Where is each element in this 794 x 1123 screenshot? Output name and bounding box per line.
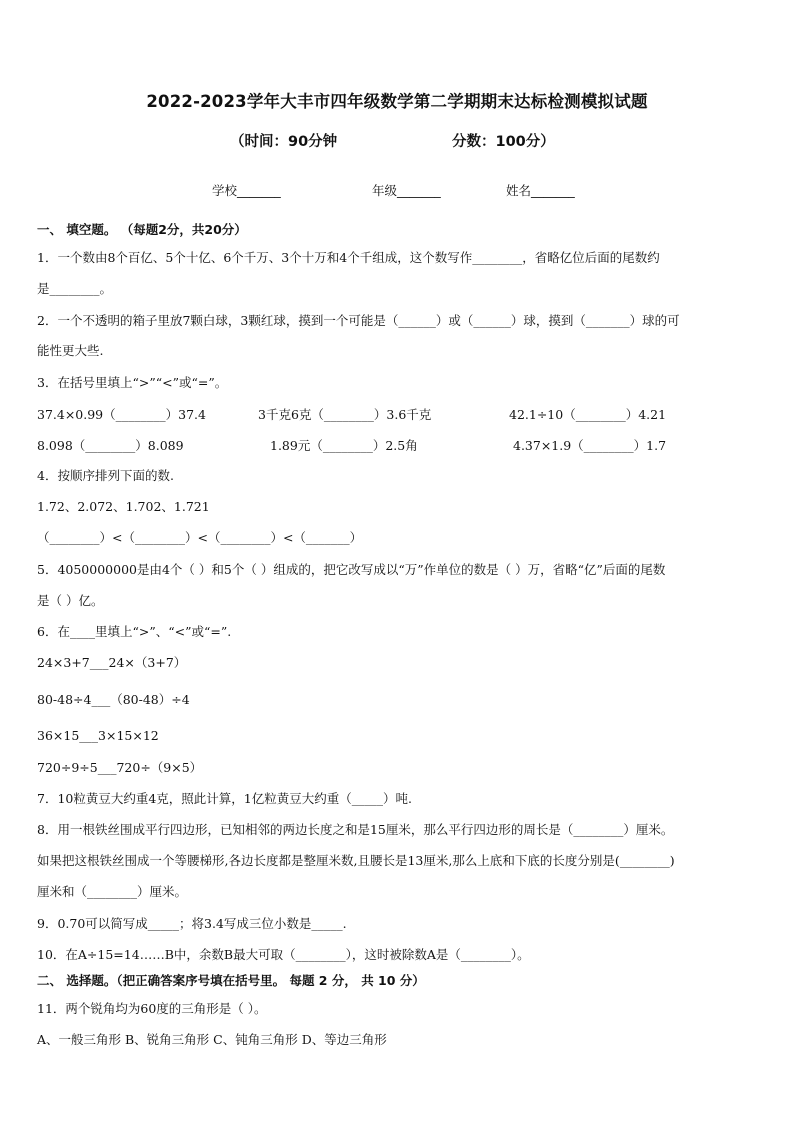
- question-3-stem: 3．在括号里填上“>”“<”或“=”。: [37, 375, 228, 390]
- section-2-heading: 二、 选择题。（把正确答案序号填在括号里。 每题 2 分， 共 10 分）: [37, 973, 425, 988]
- question-5-line-1: 5．4050000000是由4个（ ）和5个（ ）组成的，把它改写成以“万”作单位的数是（ ）万，省略“亿”后面的尾数: [37, 562, 666, 577]
- question-1-line-1: 1．一个数由8个百亿、5个十亿、6个千万、3个十万和4个千组成，这个数写作________，省略亿位后面的尾数约: [37, 250, 660, 265]
- question-7: 7．10粒黄豆大约重4克，照此计算，1亿粒黄豆大约重（_____）吨.: [37, 791, 412, 806]
- question-8-line-3: 厘米和（________）厘米。: [37, 884, 188, 899]
- question-4-numbers: 1.72、2.072、1.702、1.721: [37, 499, 210, 514]
- question-2-line-1: 2．一个不透明的箱子里放7颗白球，3颗红球，摸到一个可能是（______）或（______）球，摸到（_______）球的可: [37, 313, 680, 328]
- question-2-line-2: 能性更大些.: [37, 343, 104, 358]
- question-3-item: 1.89元（________）2.5角: [270, 438, 418, 453]
- question-8-line-2: 如果把这根铁丝围成一个等腰梯形,各边长度都是整厘米数,且腰长是13厘米,那么上底和下底的长度分别是(________): [37, 853, 675, 868]
- question-9: 9．0.70可以简写成_____；将3.4写成三位小数是_____.: [37, 916, 347, 931]
- question-6-item: 24×3+7___24×（3+7）: [37, 655, 187, 670]
- question-11-options: A、一般三角形 B、锐角三角形 C、钝角三角形 D、等边三角形: [37, 1032, 387, 1047]
- question-10: 10．在A÷15=14……B中，余数B最大可取（________），这时被除数A是（________）。: [37, 947, 530, 962]
- school-field: 学校_______: [212, 183, 281, 198]
- question-3-item: 37.4×0.99（________）37.4: [37, 407, 206, 422]
- question-1-line-2: 是________。: [37, 281, 113, 296]
- question-3-item: 4.37×1.9（________）1.7: [513, 438, 667, 453]
- question-6-item: 36×15___3×15×12: [37, 728, 159, 743]
- exam-time: （时间：90分钟: [230, 134, 338, 150]
- section-1-heading: 一、 填空题。 （每题2分，共20分）: [37, 222, 247, 237]
- exam-score: 分数：100分）: [452, 134, 555, 150]
- question-6-item: 720÷9÷5___720÷（9×5）: [37, 760, 203, 775]
- name-field: 姓名_______: [506, 183, 575, 198]
- grade-field: 年级_______: [372, 183, 441, 198]
- question-5-line-2: 是（ ）亿。: [37, 593, 104, 608]
- question-8-line-1: 8．用一根铁丝围成平行四边形，已知相邻的两边长度之和是15厘米，那么平行四边形的周长是（________）厘米。: [37, 822, 674, 837]
- page-title: 2022-2023学年大丰市四年级数学第二学期期末达标检测模拟试题: [146, 92, 648, 111]
- question-3-item: 42.1÷10（________）4.21: [509, 407, 667, 422]
- question-3-item: 8.098（________）8.089: [37, 438, 184, 453]
- question-4-blanks: （________）<（________）<（________）<（_______）: [37, 530, 363, 545]
- question-3-item: 3千克6克（________）3.6千克: [258, 407, 432, 422]
- question-11-stem: 11．两个锐角均为60度的三角形是（ ）。: [37, 1001, 267, 1016]
- question-4-stem: 4．按顺序排列下面的数.: [37, 468, 174, 483]
- question-6-item: 80-48÷4___（80-48）÷4: [37, 692, 190, 707]
- question-6-stem: 6．在____里填上“>”、“<”或“=”.: [37, 624, 232, 639]
